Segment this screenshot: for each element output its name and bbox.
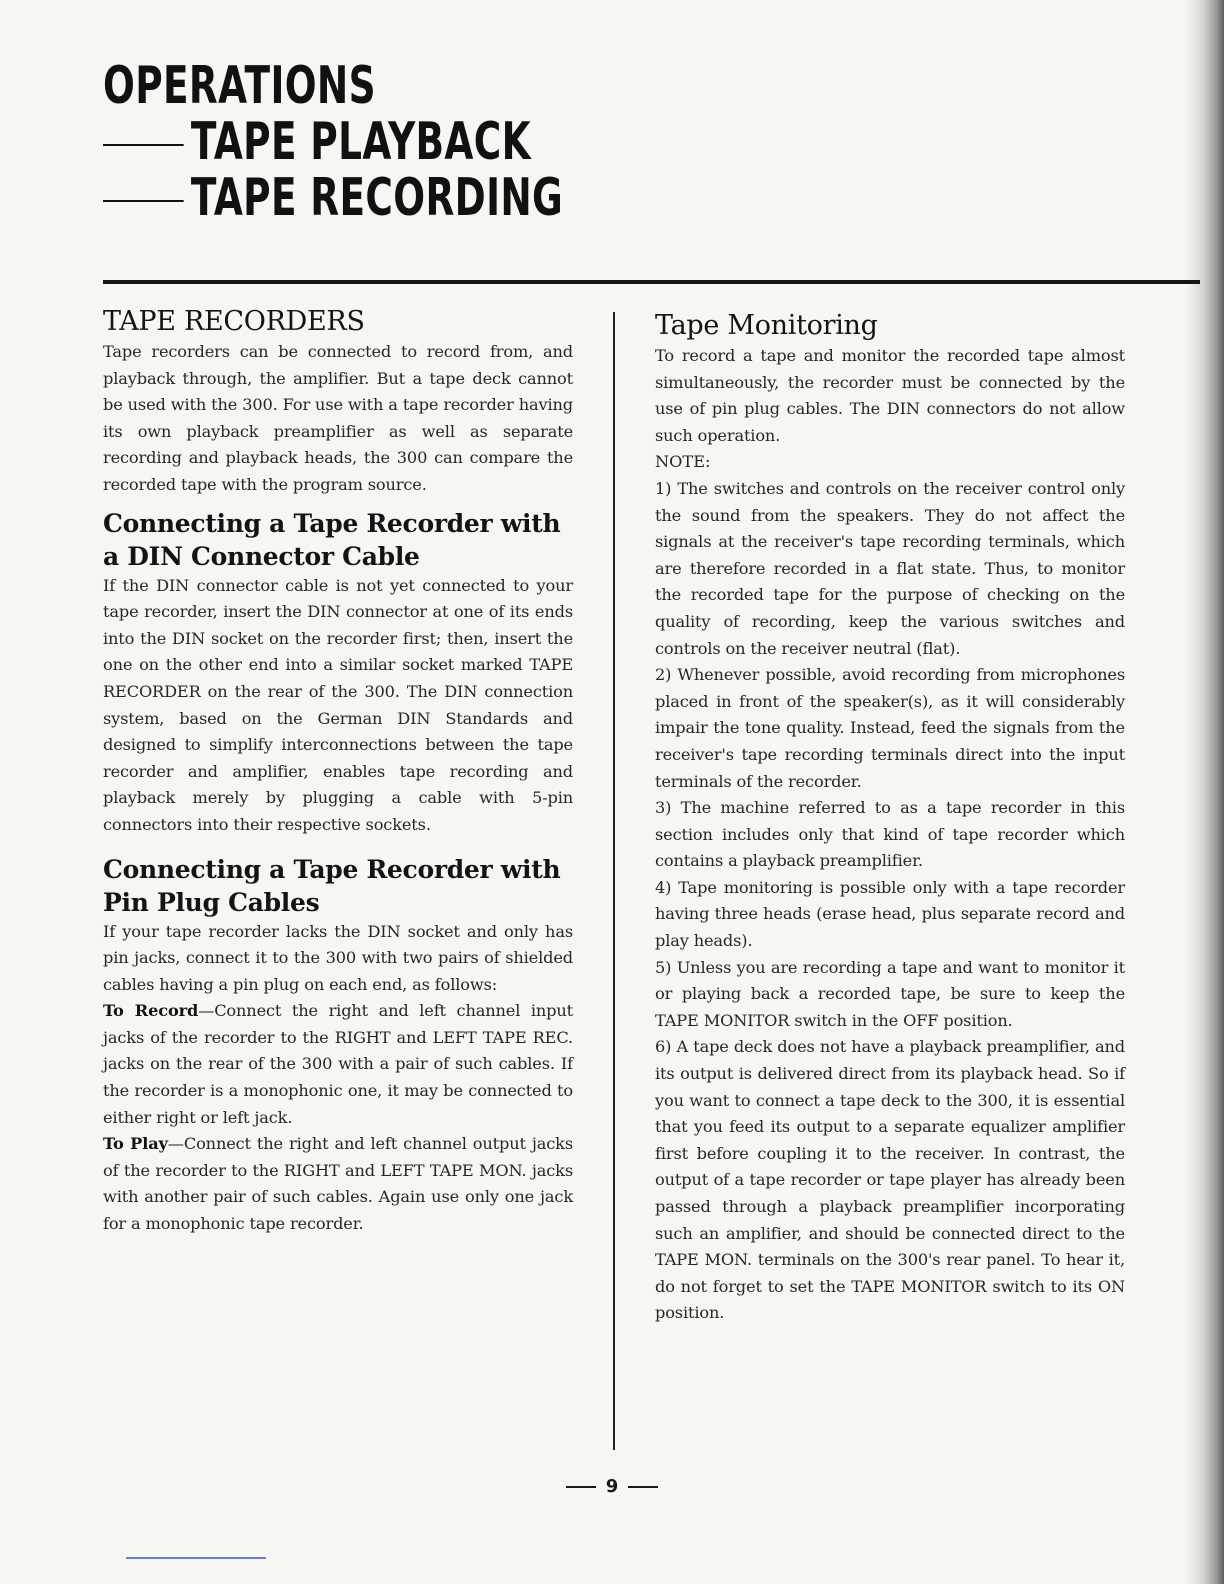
section-title-din-connector: Connecting a Tape Recorder with a DIN Connector Cable xyxy=(103,508,561,571)
note-item: 2) Whenever possible, avoid recording from microphones placed in front of the speaker(s), as it will considerably impair the tone quality. Instead, feed the signals from the receiver's tape recording terminals direct into the input terminals of the recorder. xyxy=(655,665,1125,791)
to-play-body: —Connect the right and left channel output jacks of the recorder to the RIGHT and LEFT TAPE MON. jacks with another pair of such cables. Again use only one jack for a monophonic tape recorder. xyxy=(103,1134,573,1234)
to-record-paragraph xyxy=(103,998,573,1131)
section-body-pin-plug: If your tape recorder lacks the DIN socket and only has pin jacks, connect it to the 300 with two pairs of shielded cables having a pin plug on each end, as follows: xyxy=(103,921,573,994)
section-title-tape-monitoring: Tape Monitoring xyxy=(655,310,878,341)
heading-dash xyxy=(103,200,184,202)
heading-subtitle-2 xyxy=(103,170,563,226)
to-record-label: To Record xyxy=(103,1001,199,1021)
page-heading xyxy=(103,58,563,226)
heading-subtitle-1-text: TAPE PLAYBACK xyxy=(190,112,531,172)
section-body-din-connector: If the DIN connector cable is not yet connected to your tape recorder, insert the DIN connector at one of its ends into the DIN socket on the recorder first; then, insert the one on the other end into a similar socket marked TAPE RECORDER on the rear of the 300. The DIN connection system, based on the German DIN Standards and designed to simplify interconnections between the tape recorder and amplifier, enables tape recording and playback merely by plugging a cable with 5-pin connectors into their respective sockets. xyxy=(103,575,573,834)
page-number-dash xyxy=(566,1486,596,1488)
section-title-tape-recorders: TAPE RECORDERS xyxy=(103,306,365,337)
to-play-paragraph xyxy=(103,1131,573,1237)
right-column xyxy=(655,305,1125,1327)
tape-monitoring-intro: To record a tape and monitor the recorded tape almost simultaneously, the recorder must be connected by the use of pin plug cables. The DIN connectors do not allow such operation. xyxy=(655,346,1125,445)
page-number-text: 9 xyxy=(605,1476,619,1497)
page-edge-shadow xyxy=(1186,0,1224,1584)
section-title-pin-plug: Connecting a Tape Recorder with Pin Plug Cables xyxy=(103,854,561,917)
heading-dash xyxy=(103,144,184,146)
note-item: 4) Tape monitoring is possible only with a tape recorder having three heads (erase head, plus separate record and play heads). xyxy=(655,877,1125,951)
heading-subtitle-1 xyxy=(103,114,563,170)
page-number-dash xyxy=(628,1486,658,1488)
scan-mark xyxy=(126,1557,266,1559)
column-divider xyxy=(613,312,615,1450)
note-label: NOTE: xyxy=(655,452,711,472)
heading-title: OPERATIONS xyxy=(103,56,376,116)
page-number xyxy=(0,1476,1224,1497)
to-record-body: —Connect the right and left channel input jacks of the recorder to the RIGHT and LEFT TAPE REC. jacks on the rear of the 300 with a pair of such cables. If the recorder is a monophonic one, it may be connected to either right or left jack. xyxy=(103,1001,573,1127)
to-play-label: To Play xyxy=(103,1134,168,1154)
left-column xyxy=(103,305,573,1238)
heading-subtitle-2-text: TAPE RECORDING xyxy=(190,168,564,228)
note-item: 5) Unless you are recording a tape and want to monitor it or playing back a recorded tape, be sure to keep the TAPE MONITOR switch in the OFF position. xyxy=(655,957,1125,1030)
section-body-tape-recorders: Tape recorders can be connected to record from, and playback through, the amplifier. But a tape deck cannot be used with the 300. For use with a tape recorder having its own playback preamplifier as well as separate recording and playback heads, the 300 can compare the recorded tape with the program source. xyxy=(103,342,573,494)
note-item: 3) The machine referred to as a tape recorder in this section includes only that kind of tape recorder which contains a playback preamplifier. xyxy=(655,798,1125,871)
note-item: 6) A tape deck does not have a playback preamplifier, and its output is delivered direct from its playback head. So if you want to connect a tape deck to the 300, it is essential that you feed its output to a separate equalizer amplifier first before coupling it to the receiver. In contrast, the output of a tape recorder or tape player has already been passed through a playback preamplifier incorporating such an amplifier, and should be connected direct to the TAPE MON. terminals on the 300's rear panel. To hear it, do not forget to set the TAPE MONITOR switch to its ON position. xyxy=(655,1037,1125,1323)
horizontal-rule xyxy=(103,280,1200,284)
note-item: 1) The switches and controls on the receiver control only the sound from the speakers. They do not affect the signals at the receiver's tape recording terminals, which are therefore recorded in a flat state. Thus, to monitor the recorded tape for the purpose of checking on the quality of recording, keep the various switches and controls on the receiver neutral (flat). xyxy=(655,478,1125,658)
